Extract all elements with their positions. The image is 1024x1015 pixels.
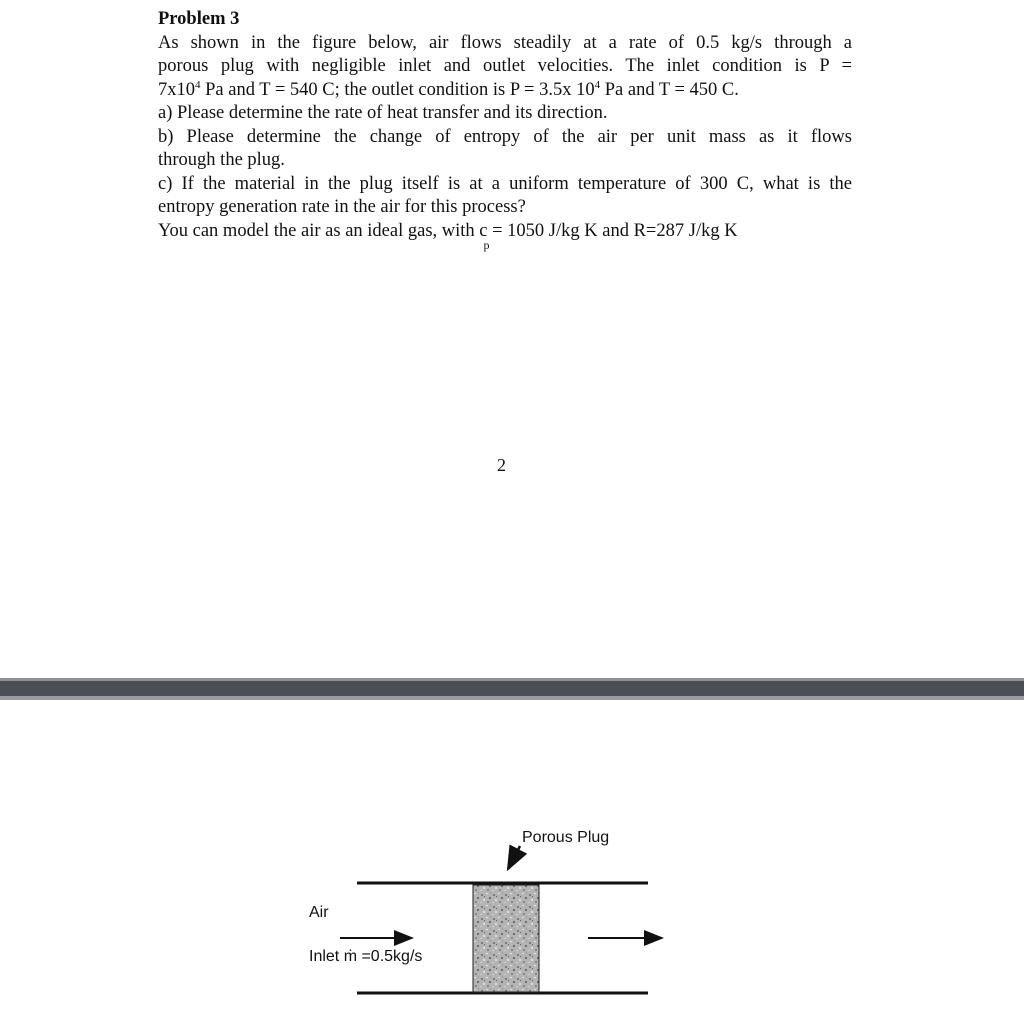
part-c-line-2: entropy generation rate in the air for this process? [158, 197, 526, 217]
part-c-line-1: c) If the material in the plug itself is at a uniform temperature of 300 C, what is the [158, 173, 852, 194]
text-span: = 1050 J/kg K and R=287 J/kg K [487, 220, 738, 241]
cp-symbol [158, 220, 490, 252]
air-label: Air [309, 904, 329, 921]
porous-plug [473, 885, 539, 992]
problem-line-2: porous plug with negligible inlet and outlet velocities. The inlet condition is P = [158, 56, 852, 76]
problem-text [158, 8, 852, 252]
part-a: a) Please determine the rate of heat transfer and its direction. [158, 103, 608, 123]
part-b-line-1: b) Please determine the change of entropy of the air per unit mass as it flows [158, 126, 852, 147]
model-line [158, 220, 852, 252]
porous-plug-label: Porous Plug [522, 829, 610, 846]
text-span: Pa and T = 450 C. [600, 79, 739, 100]
problem-line-3 [158, 79, 852, 103]
part-b-line-2: through the plug. [158, 150, 285, 170]
subscript: p [483, 237, 490, 252]
porous-plug-figure [0, 700, 1024, 1015]
problem-title: Problem 3 [158, 9, 240, 29]
page-number: 2 [497, 455, 506, 475]
exponent: 4 [195, 78, 201, 91]
problem-line-1: As shown in the figure below, air flows steadily at a rate of 0.5 kg/s through a [158, 32, 852, 53]
inlet-mass-flow-label: Inlet ṁ =0.5kg/s [309, 948, 423, 965]
text-span: You can model the air as an ideal gas, with c [158, 220, 488, 241]
text-span: 7x10 [158, 79, 195, 100]
text-span: Pa and T = 540 C; the outlet condition is P = 3.5x 10 [200, 79, 595, 100]
page-divider [0, 678, 1024, 700]
plug-pointer-arrow [508, 846, 520, 869]
exponent: 4 [594, 78, 601, 91]
